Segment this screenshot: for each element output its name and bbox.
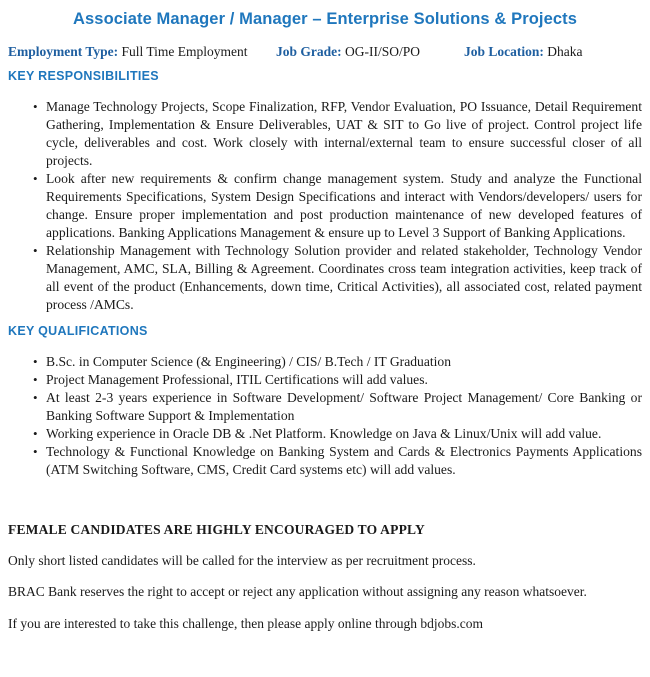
job-title: Associate Manager / Manager – Enterprise Solutions & Projects [73,10,577,28]
list-item: • Project Management Professional, ITIL Certifications will add values. [46,371,642,389]
job-grade-value: OG-II/SO/PO [345,44,421,59]
list-item: • B.Sc. in Computer Science (& Engineering) / CIS/ B.Tech / IT Graduation [46,353,642,371]
job-grade-label: Job Grade: [276,44,342,59]
list-item: • Look after new requirements & confirm change management system. Study and analyze the Functional Requirements Specifications, System Design Specifications and interact with Vendors/developers/ users for change. Ensure proper implementation and post production maintenance of new developed features of applications. Banking Applications Management & ensure up to Level 3 Support of Banking Applications. [46,170,642,242]
list-item: • Relationship Management with Technology Solution provider and related stakeholder, Technology Vendor Management, AMC, SLA, Billing & Agreement. Coordinates cross team integration activities, keep track of all event of the product (Enhancements, down time, Critical Activities), all associated cost, related payment process /AMCs. [46,242,642,314]
job-meta-row [8,43,642,61]
list-item: • Working experience in Oracle DB & .Net Platform. Knowledge on Java & Linux/Unix will add value. [46,425,642,443]
job-location-value: Dhaka [547,44,583,59]
qualifications-list [8,353,642,479]
shortlist-notice: Only short listed candidates will be called for the interview as per recruitment process. [8,553,476,568]
apply-notice: If you are interested to take this challenge, then please apply online through bdjobs.com [8,616,483,631]
qualifications-heading: KEY QUALIFICATIONS [8,324,148,338]
job-location [464,43,583,61]
list-item: • Manage Technology Projects, Scope Finalization, RFP, Vendor Evaluation, PO Issuance, Detail Requirement Gathering, Implementation & Ensure Deliverables, UAT & SIT to Go live of project. Control project life cycle, deliverables and cost. Work closely with internal/external team to ensure successful closer of all projects. [46,98,642,170]
list-item: • At least 2-3 years experience in Software Development/ Software Project Management/ Core Banking or Banking Software Support & Implementation [46,389,642,425]
employment-type-label: Employment Type: [8,44,119,59]
responsibilities-heading: KEY RESPONSIBILITIES [8,69,159,83]
employment-type [8,43,276,61]
list-item: • Technology & Functional Knowledge on Banking System and Cards & Electronics Payments Applications (ATM Switching Software, CMS, Credit Card systems etc) will add values. [46,443,642,479]
encourage-notice: FEMALE CANDIDATES ARE HIGHLY ENCOURAGED TO APPLY [8,522,425,537]
job-grade [276,43,464,61]
employment-type-value: Full Time Employment [121,44,248,59]
job-location-label: Job Location: [464,44,544,59]
responsibilities-list [8,98,642,314]
rights-notice: BRAC Bank reserves the right to accept or reject any application without assigning any reason whatsoever. [8,584,587,599]
